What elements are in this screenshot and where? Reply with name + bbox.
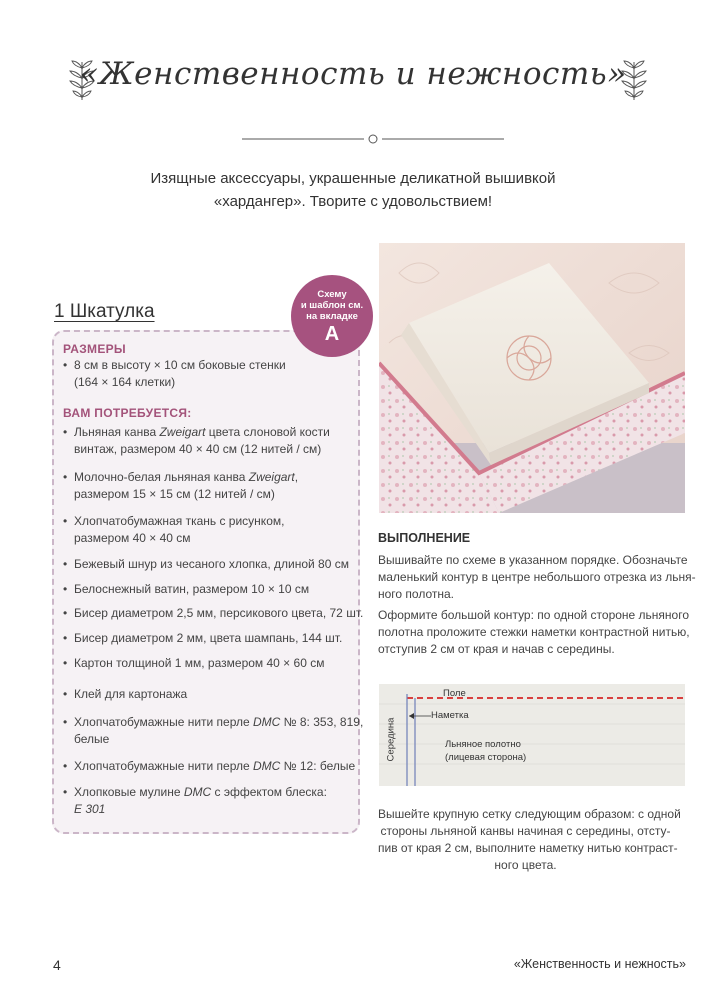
material-brand: DMC [183,785,212,799]
material-text: Бисер диаметром 2,5 мм, персикового цвета, 72 шт. [74,606,364,620]
material-text: Белоснежный ватин, размером 10 × 10 см [74,582,310,596]
bullet-icon: • [63,470,68,484]
diagram-label-basting: Наметка [431,710,469,721]
section-title: 1 Шкатулка [54,301,155,322]
badge-text [291,289,373,322]
material-text: Хлопчатобумажные нити перле [74,759,254,773]
material-line [74,605,364,622]
material-line [74,469,355,486]
material-item [63,686,355,703]
material-line [74,758,355,775]
diagram-label-linen-side: (лицевая сторона) [445,752,527,763]
page-number: 4 [53,957,61,973]
material-item [63,469,355,503]
paragraph-line: стороны льняной канвы начиная с середины, отсту- [380,824,671,838]
execution-heading: ВЫПОЛНЕНИЕ [378,531,471,545]
intro-text [0,167,706,213]
pattern-reference-badge [291,275,373,357]
badge-line: на вкладке [306,311,358,322]
execution-paragraph [378,552,696,603]
material-text: № 12: белые [280,759,356,773]
material-brand: Zweigart [159,425,206,439]
basting-diagram [379,684,685,786]
paragraph-line: Вышейте крупную сетку следующим образом: с одной [378,807,681,821]
material-line [74,655,355,672]
needs-heading: ВАМ ПОТРЕБУЕТСЯ: [63,406,192,420]
material-item [63,556,355,573]
page-title: «Женственность и нежность» [79,56,627,92]
material-text: Молочно-белая льняная канва [74,470,249,484]
paragraph-line: Оформите большой контур: по одной стороне льняного [378,608,690,622]
material-line [74,630,355,647]
leaf-sprig-right-icon [616,58,652,102]
material-item [63,655,355,672]
material-text: Хлопчатобумажная ткань с рисунком, [74,514,285,528]
material-item [63,605,364,622]
material-line [74,686,355,703]
material-text: с эффектом блеска: [211,785,327,799]
material-line: размером 15 × 15 см (12 нитей / см) [74,487,275,501]
material-brand: DMC [253,715,281,729]
intro-line: «хардангер». Творите с удовольствием! [213,193,493,210]
material-item [63,784,355,818]
material-text: , [294,470,299,484]
intro-line: Изящные аксессуары, украшенные деликатной вышивкой [150,170,556,187]
bullet-icon: • [63,582,68,596]
bullet-icon: • [63,715,68,729]
paragraph-line: ного полотна. [378,587,455,601]
badge-line: Схему [317,289,347,300]
material-line [74,513,355,530]
bullet-icon: • [63,514,68,528]
material-text: № 8: 353, 819, [280,715,364,729]
material-line: белые [74,732,110,746]
box-photo [379,243,685,513]
title-divider [242,133,504,145]
material-text: Льняная канва [74,425,160,439]
material-text: цвета слоновой кости [205,425,330,439]
material-item [63,513,355,547]
size-item: • 8 см в высоту × 10 см боковые стенки (164 × 164 клетки) [63,357,355,391]
paragraph-line: отступив 2 см от края и начав с середины. [378,642,615,656]
material-text: Хлопковые мулине [74,785,184,799]
diagram-label-middle: Середина [385,717,397,762]
bullet-icon: • [63,759,68,773]
execution-paragraph [378,607,690,658]
badge-letter: А [324,323,340,345]
material-brand: Zweigart [248,470,295,484]
material-item [63,424,355,458]
material-text: Бежевый шнур из чесаного хлопка, длиной 80 см [74,557,349,571]
material-text: Картон толщиной 1 мм, размером 40 × 60 см [74,656,325,670]
bullet-icon: • [63,687,68,701]
diagram-label-linen: Льняное полотно [445,739,521,750]
paragraph-line: пив от края 2 см, выполните наметку нитью контраст- [378,841,678,855]
material-brand: DMC [253,759,281,773]
badge-line: и шаблон см. [300,300,364,311]
material-line [74,556,355,573]
material-line [74,424,355,441]
material-item [63,714,364,748]
material-line [74,714,364,731]
paragraph-line: полотна проложите стежки наметки контрастной нитью, [378,625,690,639]
execution-paragraph [378,806,681,874]
material-item [63,758,355,775]
material-text: Бисер диаметром 2 мм, цвета шампань, 144 шт. [74,631,343,645]
paragraph-line: Вышивайте по схеме в указанном порядке. Обозначьте [378,553,688,567]
size-line: (164 × 164 клетки) [74,375,176,389]
bullet-icon: • [63,425,68,439]
bullet-icon: • [63,656,68,670]
bullet-icon: • [63,785,68,799]
material-text: Хлопчатобумажные нити перле [74,715,254,729]
size-line: 8 см в высоту × 10 см боковые стенки [74,358,286,372]
material-text: Клей для картонажа [74,687,188,701]
diagram-label-edge: Поле [443,688,466,699]
bullet-icon: • [63,557,68,571]
paragraph-line: ного цвета. [494,858,557,872]
bullet-icon: • [63,631,68,645]
material-line: размером 40 × 40 см [74,531,191,545]
material-line: E 301 [74,802,106,816]
running-title: «Женственность и нежность» [513,957,686,971]
material-item [63,581,355,598]
paragraph-line: маленький контур в центре небольшого отрезка из льня- [378,570,696,584]
material-line [74,784,355,801]
bullet-icon: • [63,606,68,620]
sizes-heading: РАЗМЕРЫ [63,342,126,356]
material-line: винтаж, размером 40 × 40 см (12 нитей / см) [74,442,322,456]
material-item [63,630,355,647]
material-line [74,581,355,598]
